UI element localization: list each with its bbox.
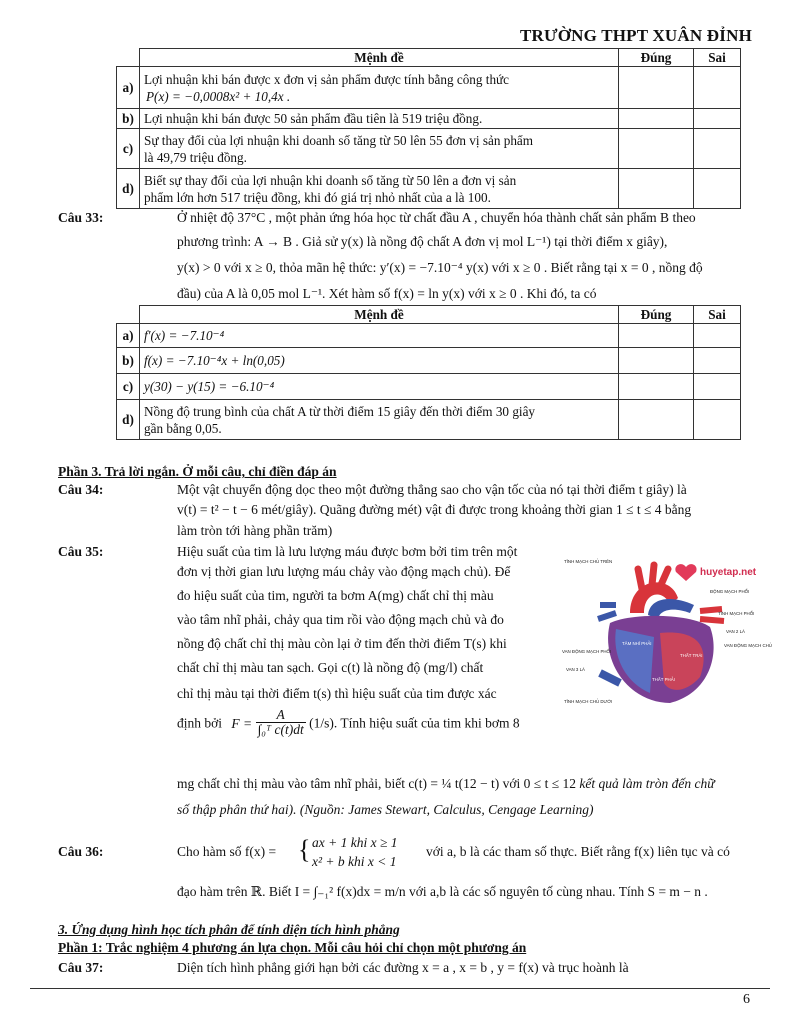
footer-divider: [30, 988, 770, 989]
col-statement: Mệnh đề: [140, 49, 619, 67]
statement-table-1: [116, 48, 741, 209]
q35-line-8: định bởi F = $\frac{A}{\text{∫₀ᵀ c(t)dt}}$ (1/s). Tính hiệu suất của tim khi bơm 8: [177, 707, 520, 737]
part3-title: Phần 3. Trả lời ngắn. Ở mỗi câu, chỉ điền đáp án: [58, 464, 337, 479]
true-cell[interactable]: [619, 348, 694, 374]
row-label: c): [117, 129, 140, 169]
svg-text:VAN 2 LÁ: VAN 2 LÁ: [726, 629, 745, 634]
q34-line-1: Câu 34: Một vật chuyển động dọc theo một đường thẳng sao cho vận tốc của nó tại thời điểm t giây) là: [58, 482, 687, 497]
true-cell[interactable]: [619, 129, 694, 169]
svg-text:THẤT PHẢI: THẤT PHẢI: [652, 677, 675, 682]
question-label: Câu 37:: [58, 960, 104, 975]
row-label: a): [117, 324, 140, 348]
svg-text:ĐỘNG MẠCH PHỔI: ĐỘNG MẠCH PHỔI: [710, 589, 750, 594]
svg-text:TĨNH MẠCH PHỔI: TĨNH MẠCH PHỔI: [718, 611, 755, 616]
statement-text: Nồng độ trung bình của chất A từ thời điểm 15 giây đến thời điểm 30 giây gần bằng 0,05.: [140, 400, 619, 440]
svg-text:TÂM NHĨ PHẢI: TÂM NHĨ PHẢI: [622, 641, 652, 646]
col-false: Sai: [694, 306, 741, 324]
svg-text:VAN 3 LÁ: VAN 3 LÁ: [566, 667, 585, 672]
false-cell[interactable]: [694, 129, 741, 169]
col-true: Đúng: [619, 306, 694, 324]
svg-text:THẤT TRÁI: THẤT TRÁI: [680, 653, 703, 658]
q37-line-1: Câu 37: Diện tích hình phẳng giới hạn bởi các đường x = a , x = b , y = f(x) và trục hoành là: [58, 960, 629, 975]
false-cell[interactable]: [694, 67, 741, 109]
svg-text:huyetap.net: huyetap.net: [700, 567, 757, 578]
question-label: Câu 35:: [58, 544, 104, 559]
row-label: a): [117, 67, 140, 109]
case-1: ax + 1 khi x ≥ 1: [312, 835, 398, 850]
row-label: d): [117, 169, 140, 209]
statement-table-2: [116, 305, 741, 440]
false-cell[interactable]: [694, 348, 741, 374]
q35-line-1: Câu 35: Hiệu suất của tim là lưu lượng máu được bơm bởi tim trên một: [58, 544, 518, 559]
statement-text: Sự thay đổi của lợi nhuận khi doanh số tăng từ 50 lên 55 đơn vị sản phẩm là 49,79 triệu đồng.: [140, 129, 619, 169]
false-cell[interactable]: [694, 169, 741, 209]
row-label: b): [117, 348, 140, 374]
statement-text: f(x) = −7.10⁻⁴x + ln(0,05): [140, 348, 619, 374]
true-cell[interactable]: [619, 169, 694, 209]
section3-title: 3. Ứng dụng hình học tích phân để tính diện tích hình phẳng: [58, 922, 400, 937]
formula-denominator: ∫₀ᵀ c(t)dt: [257, 722, 304, 737]
question-label: Câu 36:: [58, 844, 104, 859]
statement-text: y(30) − y(15) = −6.10⁻⁴: [140, 374, 619, 400]
question-label: Câu 33:: [58, 210, 104, 225]
formula-F: F =: [231, 715, 253, 731]
svg-text:TĨNH MẠCH CHỦ TRÊN: TĨNH MẠCH CHỦ TRÊN: [564, 559, 613, 564]
true-cell[interactable]: [619, 324, 694, 348]
row-label: c): [117, 374, 140, 400]
heart-diagram-image: [560, 553, 772, 721]
col-statement: Mệnh đề: [140, 306, 619, 324]
svg-text:TĨNH MẠCH CHỦ DƯỚI: TĨNH MẠCH CHỦ DƯỚI: [564, 699, 613, 704]
true-cell[interactable]: [619, 400, 694, 440]
q33-line-1: Câu 33: Ở nhiệt độ 37°C , một phản ứng hóa học từ chất đầu A , chuyển hóa thành chất sản phẩm B theo: [58, 210, 696, 225]
svg-text:VAN ĐỘNG MẠCH PHỔI: VAN ĐỘNG MẠCH PHỔI: [562, 649, 612, 654]
statement-text: Lợi nhuận khi bán được x đơn vị sản phẩm được tính bằng công thức P(x) = −0,0008x² + 10,4x .: [140, 67, 619, 109]
part1-title: Phần 1: Trắc nghiệm 4 phương án lựa chọn. Mỗi câu hỏi chỉ chọn một phương án: [58, 940, 527, 955]
col-true: Đúng: [619, 49, 694, 67]
q36-line-1: Câu 36: Cho hàm số f(x) = { ax + 1 khi x ≥ 1 x² + b khi x < 1 với a, b là các tham số thực. Biết rằng f(x) liên tục và có: [58, 835, 730, 869]
row-label: b): [117, 109, 140, 129]
formula-numerator: A: [256, 708, 306, 723]
false-cell[interactable]: [694, 400, 741, 440]
page-number: 6: [743, 992, 750, 1007]
school-name: TRƯỜNG THPT XUÂN ĐỈNH: [520, 26, 752, 45]
case-2: x² + b khi x < 1: [312, 854, 397, 869]
true-cell[interactable]: [619, 374, 694, 400]
row-label: d): [117, 400, 140, 440]
col-false: Sai: [694, 49, 741, 67]
statement-text: Lợi nhuận khi bán được 50 sản phẩm đầu tiên là 519 triệu đồng.: [140, 109, 619, 129]
false-cell[interactable]: [694, 374, 741, 400]
true-cell[interactable]: [619, 109, 694, 129]
true-cell[interactable]: [619, 67, 694, 109]
false-cell[interactable]: [694, 109, 741, 129]
statement-text: f′(x) = −7.10⁻⁴: [140, 324, 619, 348]
question-label: Câu 34:: [58, 482, 104, 497]
statement-text: Biết sự thay đổi của lợi nhuận khi doanh số tăng từ 50 lên a đơn vị sản phẩm lớn hơn 517 triệu đồng, khi đó giá trị nhỏ nhất của a là 100.: [140, 169, 619, 209]
svg-text:VAN ĐỘNG MẠCH CHỦ: VAN ĐỘNG MẠCH CHỦ: [724, 643, 772, 648]
false-cell[interactable]: [694, 324, 741, 348]
